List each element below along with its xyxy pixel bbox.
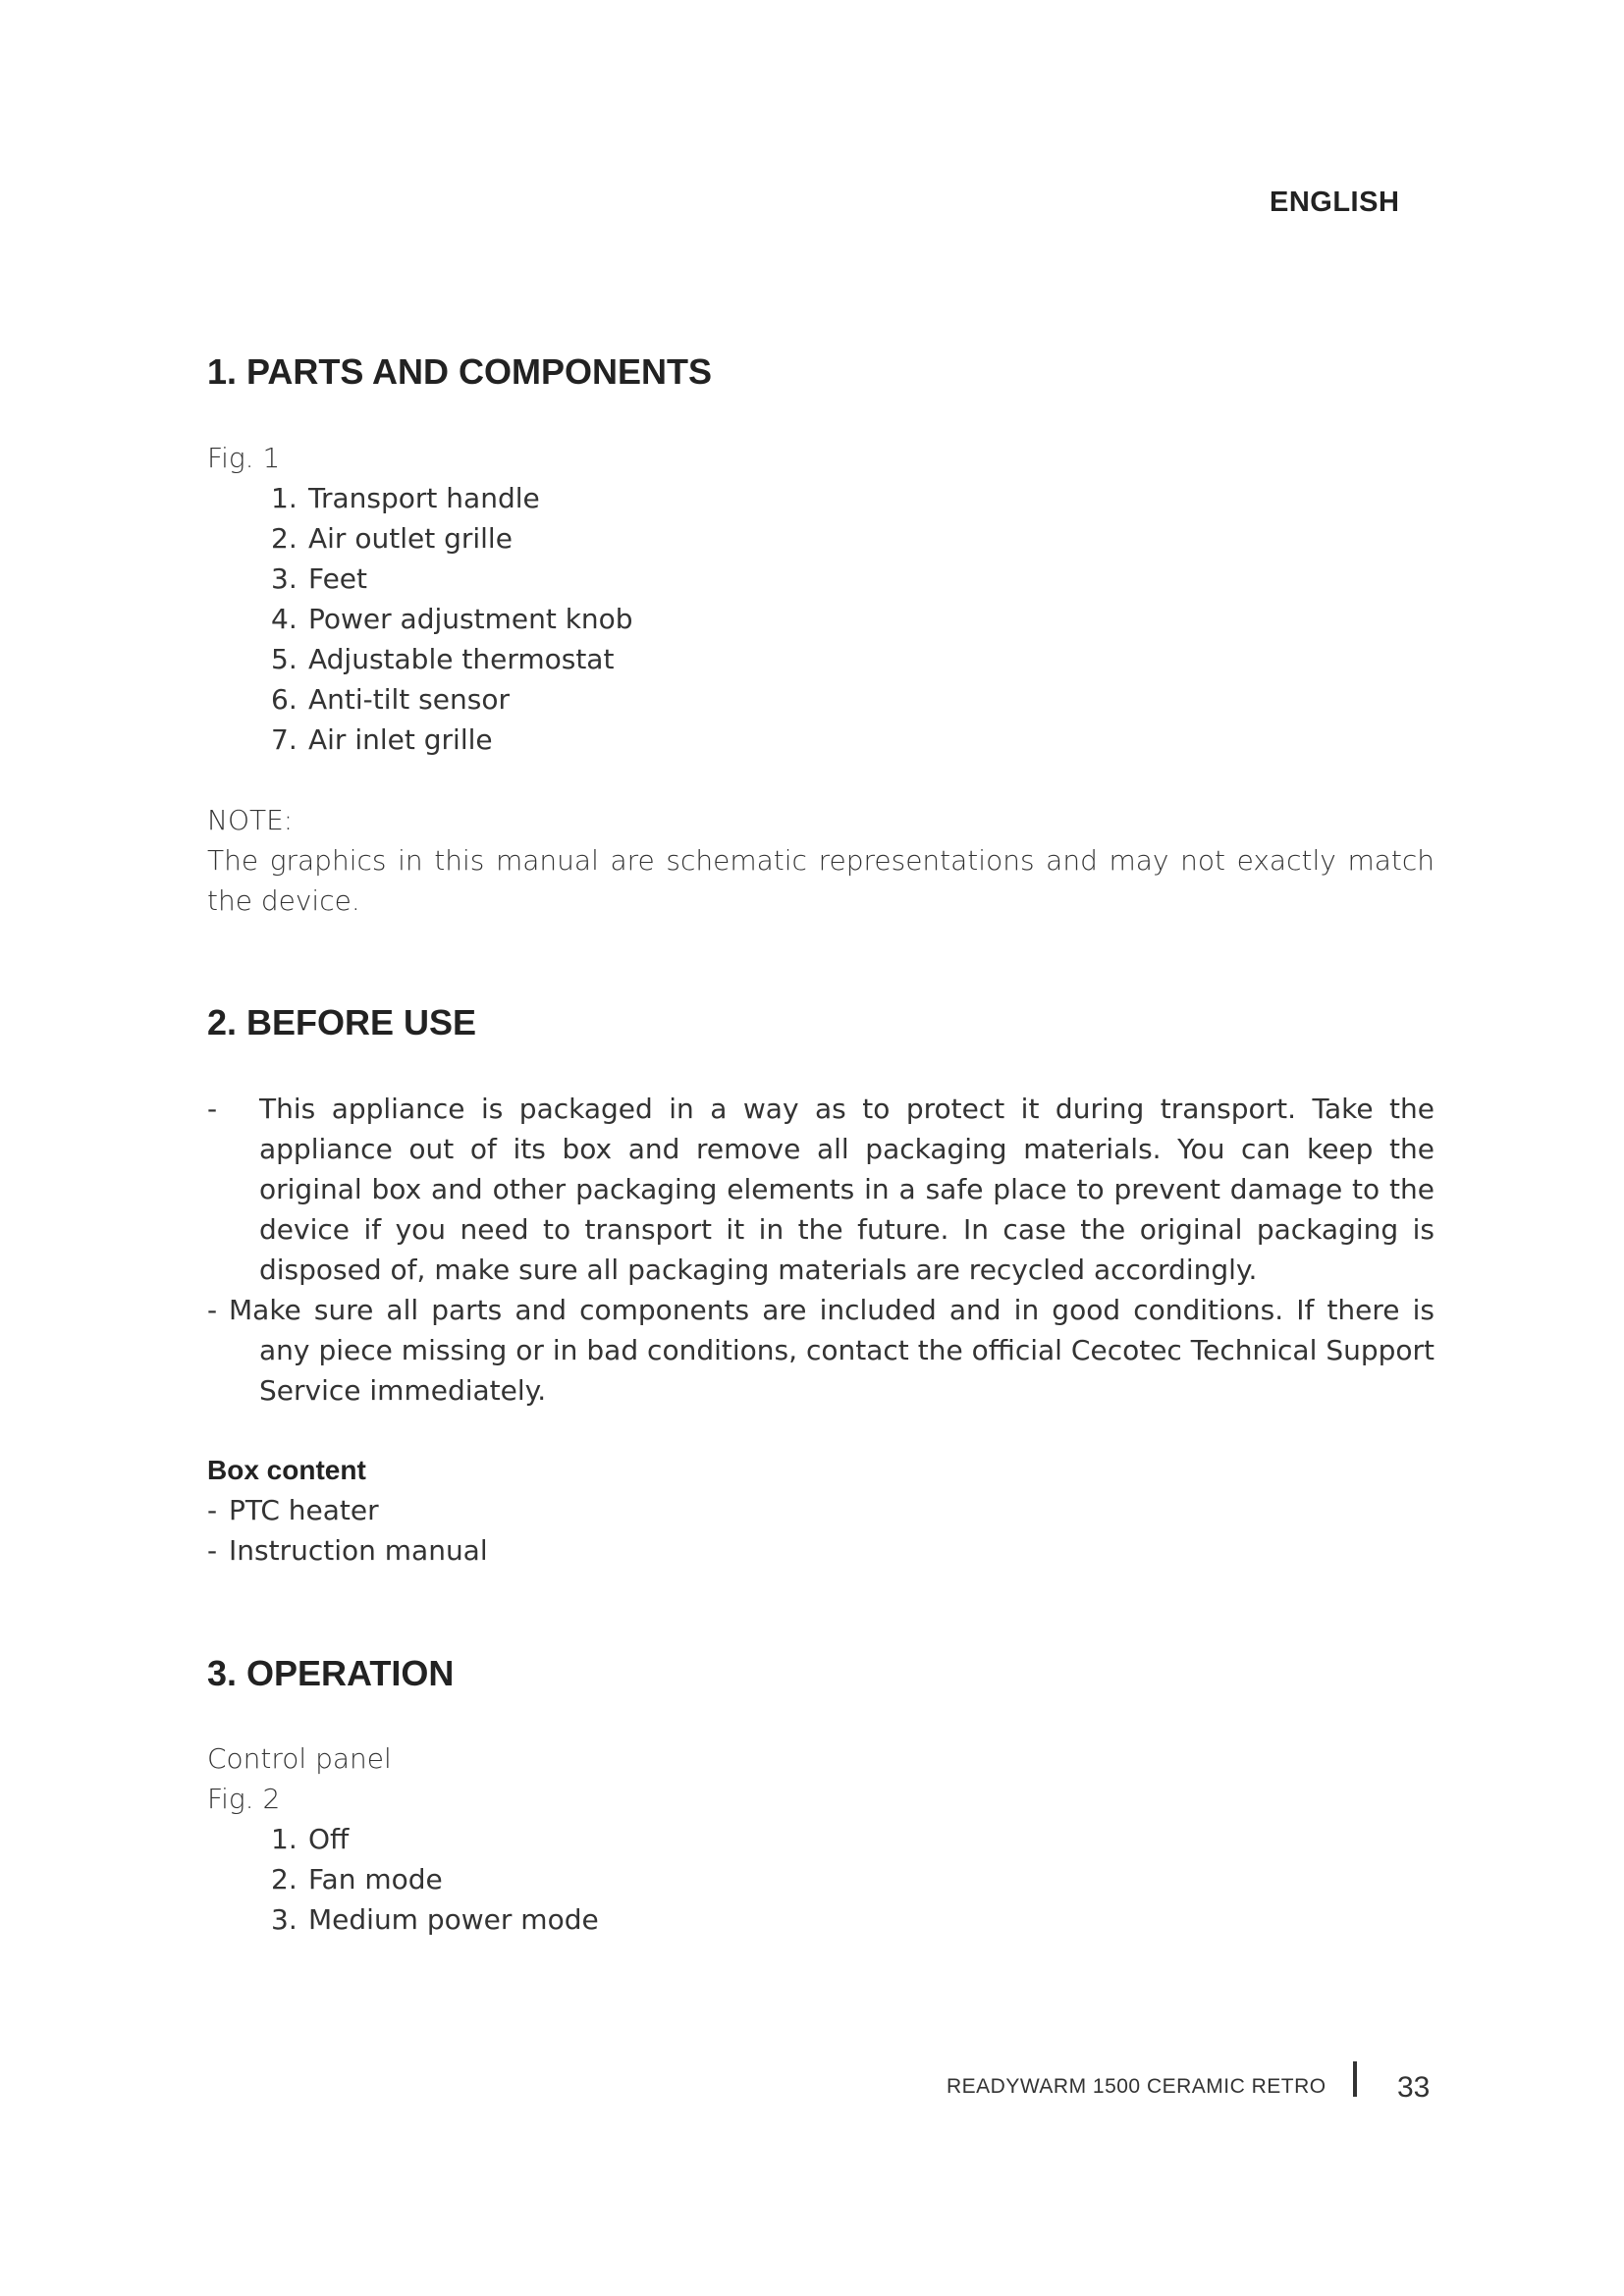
list-item: - This appliance is packaged in a way as to protect it during transport. Take the appliance out of its box and remove all packaging materials. You can keep the original box and other packaging elements in a safe place to prevent damage to the device if you need to transport it in the future. In case the original packaging is disposed of, make sure all packaging materials are recycled accordingly.	[207, 1089, 1435, 1290]
language-label: ENGLISH	[1270, 187, 1400, 218]
section-3-title: 3. OPERATION	[207, 1653, 455, 1693]
list-item: 3. Feet	[271, 562, 368, 595]
section-2-title: 2. BEFORE USE	[207, 1002, 477, 1042]
list-item: 5. Adjustable thermostat	[271, 643, 615, 675]
list-item: 1. Off	[271, 1823, 350, 1855]
list-item: 7. Air inlet grille	[271, 723, 493, 756]
footer-model-name: READYWARM 1500 CERAMIC RETRO	[947, 2075, 1326, 2098]
list-item: 1. Transport handle	[271, 482, 540, 514]
control-panel-label: Control panel	[207, 1742, 392, 1775]
page-number: 33	[1397, 2071, 1431, 2104]
box-content-title: Box content	[207, 1455, 366, 1485]
dash-bullet: -	[207, 1093, 218, 1125]
parts-list	[207, 478, 633, 760]
figure-1-label: Fig. 1	[207, 442, 281, 474]
list-item: 4. Power adjustment knob	[271, 603, 633, 635]
control-panel-list	[207, 1819, 599, 1940]
note-label: NOTE:	[207, 804, 294, 836]
note-text: The graphics in this manual are schematic representations and may not exactly match the device.	[207, 844, 1435, 917]
list-item: 2. Fan mode	[271, 1863, 443, 1896]
list-item: - PTC heater	[207, 1494, 379, 1526]
list-item: - Instruction manual	[207, 1534, 488, 1567]
footer-divider	[1353, 2061, 1357, 2097]
section-1-title: 1. PARTS AND COMPONENTS	[207, 351, 713, 392]
list-item: 6. Anti-tilt sensor	[271, 683, 510, 716]
list-item: - Make sure all parts and components are included and in good conditions. If there is any piece missing or in bad conditions, contact the official Cecotec Technical Support Service immediately.	[207, 1290, 1435, 1411]
list-item: 2. Air outlet grille	[271, 522, 513, 555]
dash-bullet: -	[207, 1294, 218, 1326]
list-item: 3. Medium power mode	[271, 1903, 599, 1936]
figure-2-label: Fig. 2	[207, 1783, 281, 1815]
